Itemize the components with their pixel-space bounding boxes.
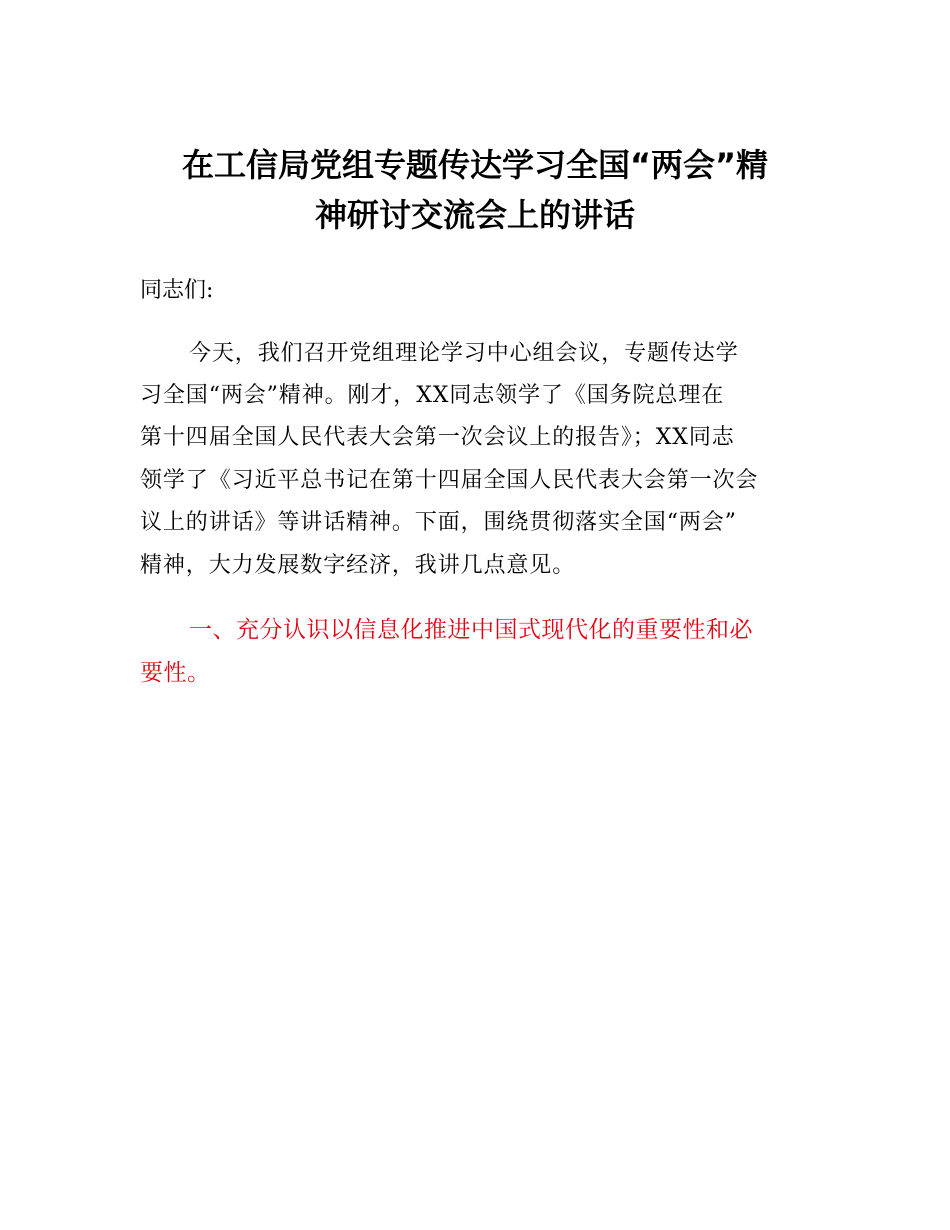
paragraph-line-4: 领学了《习近平总书记在第十四届全国人民代表大会第一次会 [140, 468, 759, 493]
paragraph-line-3: 第十四届全国人民代表大会第一次会议上的报告》；XX同志 [140, 425, 735, 450]
paragraph-line-6: 精神，大力发展数字经济，我讲几点意见。 [140, 553, 576, 578]
document-title-line-1: 在工信局党组专题传达学习全国“两会”精 [181, 146, 769, 184]
salutation: 同志们: [140, 278, 214, 303]
paragraph-line-2: 习全国“两会”精神。刚才，XX同志领学了《国务院总理在 [140, 383, 725, 408]
section-heading-line-1: 一、充分认识以信息化推进中国式现代化的重要性和必 [189, 617, 753, 643]
paragraph-line-1: 今天，我们召开党组理论学习中心组会议，专题传达学 [189, 341, 739, 366]
section-heading-line-2: 要性。 [140, 660, 211, 686]
paragraph-line-5: 议上的讲话》等讲话精神。下面，围绕贯彻落实全国“两会” [140, 510, 737, 535]
document-title-line-2: 神研讨交流会上的讲话 [314, 196, 635, 234]
